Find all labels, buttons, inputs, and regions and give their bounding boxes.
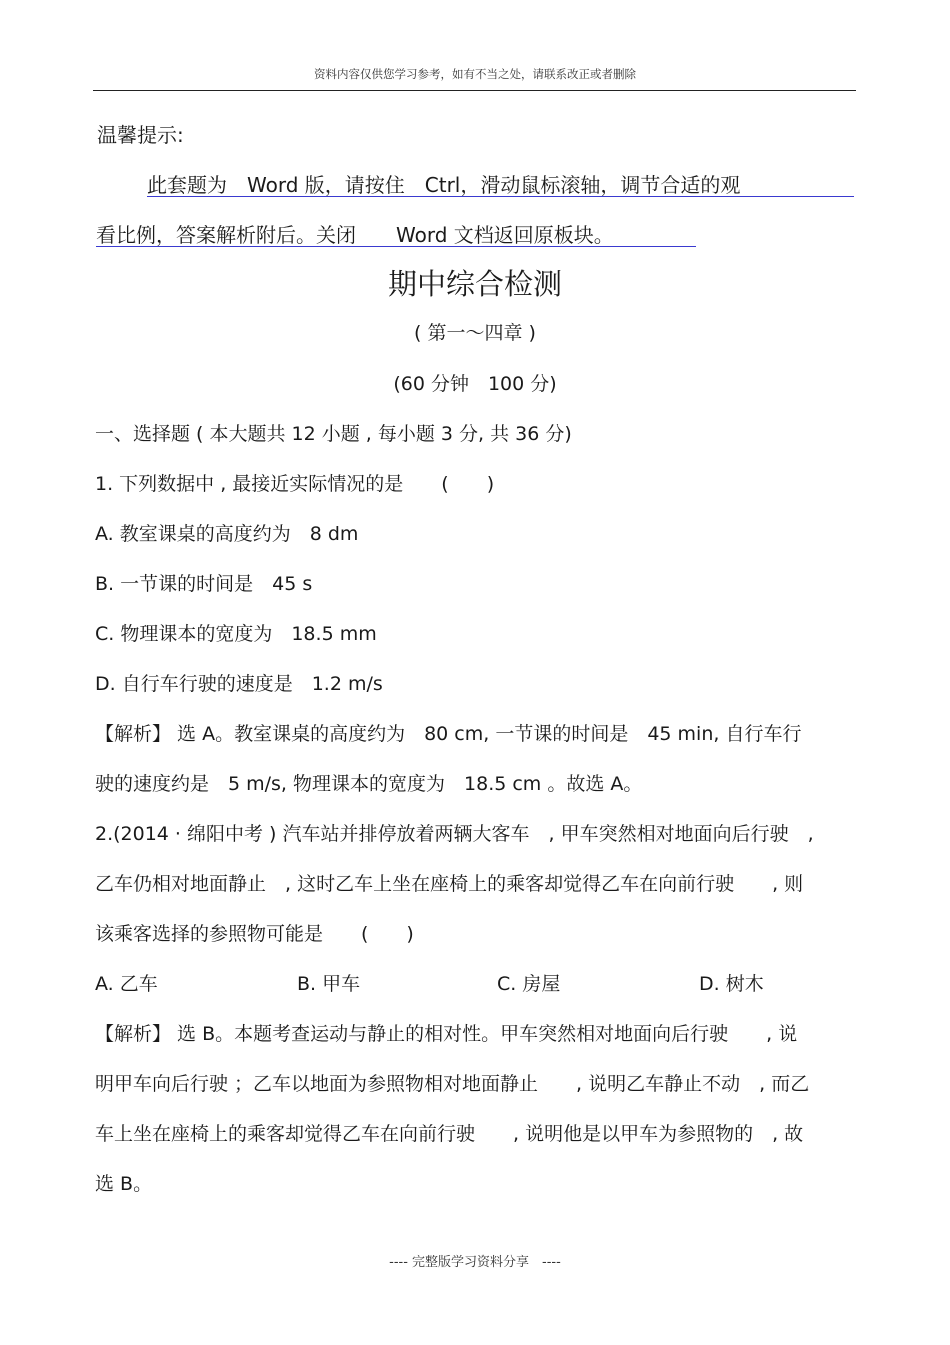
q2-analysis-line-2: 明甲车向后行驶 ；乙车以地面为参照物相对地面静止 , 说明乙车静止不动 , 而乙 [95,1073,810,1095]
q2-analysis-line-1: 【解析】 选 B。本题考查运动与静止的相对性。甲车突然相对地面向后行驶 , 说 [95,1023,798,1045]
page-footer: ---- 完整版学习资料分享 ---- [389,1255,561,1270]
q2-option-d: D. 树木 [699,973,764,995]
q1-stem: 1. 下列数据中 , 最接近实际情况的是 ( ) [95,473,495,495]
doc-title: 期中综合检测 [387,267,562,301]
q2-analysis-line-4: 选 B。 [95,1173,153,1195]
q2-stem-line-1: 2.(2014 · 绵阳中考 ) 汽车站并排停放着两辆大客车 , 甲车突然相对地面向后行驶 , [95,823,814,845]
q1-option-d: D. 自行车行驶的速度是 1.2 m/s [95,673,383,695]
q2-analysis-line-3: 车上坐在座椅上的乘客却觉得乙车在向前行驶 , 说明他是以甲车为参照物的 , 故 [95,1123,804,1145]
q1-option-a: A. 教室课桌的高度约为 8 dm [95,523,359,545]
tip-line-1: 此套题为 Word 版，请按住 Ctrl，滑动鼠标滚轴，调节合适的观 [147,173,741,197]
q2-stem-line-3: 该乘客选择的参照物可能是 ( ) [95,923,414,945]
page-header: 资料内容仅供您学习参考，如有不当之处，请联系改正或者删除 [314,67,636,81]
q1-analysis-line-1: 【解析】 选 A。教室课桌的高度约为 80 cm, 一节课的时间是 45 min, 自行车行 [95,723,802,745]
tip-underline-1 [147,196,854,197]
tip-line-2: 看比例，答案解析附后。关闭 Word 文档返回原板块。 [96,223,614,247]
q1-option-b: B. 一节课的时间是 45 s [95,573,313,595]
q2-option-c: C. 房屋 [497,973,561,995]
q2-option-a: A. 乙车 [95,973,158,995]
header-rule [93,90,856,91]
doc-time-score: (60 分钟 100 分) [393,373,557,395]
q1-analysis-line-2: 驶的速度约是 5 m/s, 物理课本的宽度为 18.5 cm 。故选 A。 [95,773,643,795]
q2-stem-line-2: 乙车仍相对地面静止 , 这时乙车上坐在座椅上的乘客却觉得乙车在向前行驶 , 则 [95,873,804,895]
doc-chapters: ( 第一～四章 ) [414,322,536,344]
tip-label: 温馨提示: [97,123,184,147]
section-heading: 一、选择题 ( 本大题共 12 小题 , 每小题 3 分, 共 36 分) [95,423,572,445]
q2-option-b: B. 甲车 [297,973,361,995]
tip-underline-2 [96,246,696,247]
q1-option-c: C. 物理课本的宽度为 18.5 mm [95,623,377,645]
